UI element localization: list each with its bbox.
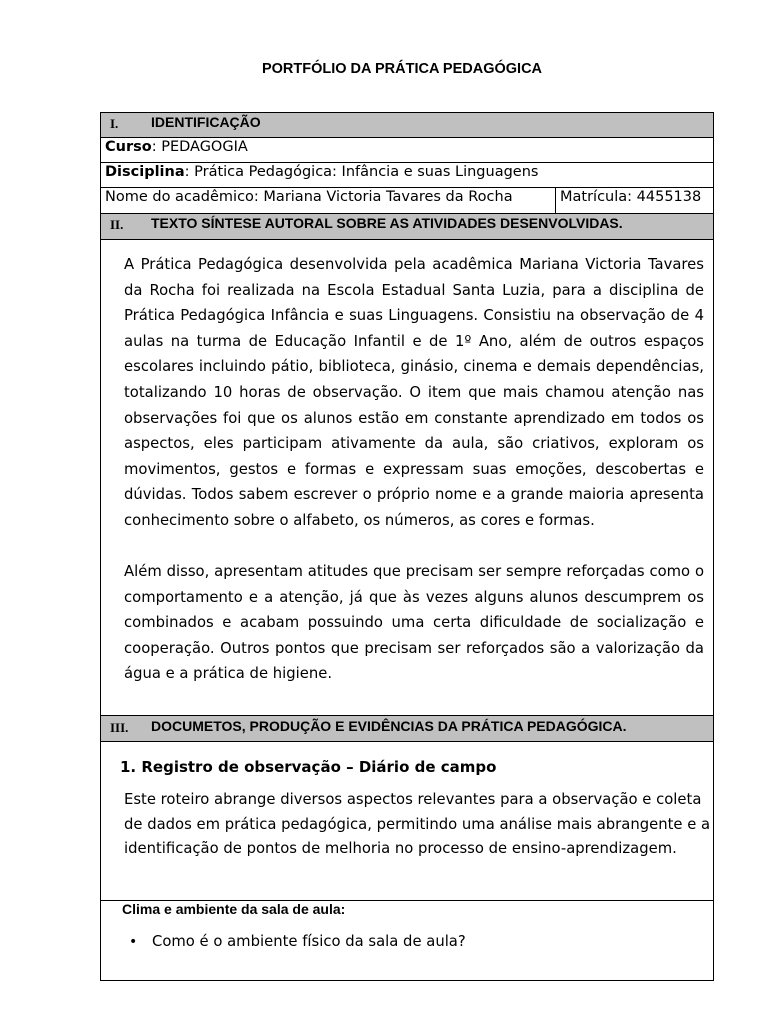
disciplina-label: Disciplina (105, 164, 185, 180)
column-divider (555, 188, 556, 213)
document-title: PORTFÓLIO DA PRÁTICA PEDAGÓGICA (261, 61, 543, 77)
disciplina-value: : Prática Pedagógica: Infância e suas Linguagens (184, 164, 539, 180)
matricula: Matrícula: 4455138 (560, 189, 702, 205)
section-title: IDENTIFICAÇÃO (151, 114, 261, 130)
registro-observacao-block (101, 741, 713, 900)
curso-label: Curso (105, 139, 152, 155)
sintese-paragraph-2: Além disso, apresentam atitudes que precisam ser sempre reforçadas como o comportamento e a atenção, já que às vezes alguns alunos descumprem os combinados e acabam possuindo uma certa dificuldade de socialização e cooperação. Outros pontos que precisam ser reforçados são a valorização da água e a prática de higiene. (124, 563, 704, 683)
portfolio-table (100, 112, 714, 981)
section-texto-sintese-header (101, 213, 713, 239)
section-identificacao-header (101, 113, 713, 137)
section-number: II. (110, 217, 124, 232)
bullet-icon: • (129, 934, 138, 950)
sintese-paragraph-1: A Prática Pedagógica desenvolvida pela acadêmica Mariana Victoria Tavares da Rocha foi realizada na Escola Estadual Santa Luzia, para a disciplina de Prática Pedagógica Infância e suas Linguagens. Consistiu na observação de 4 aulas na turma de Educação Infantil e de 1º Ano, além de outros espaços escolares incluindo pátio, biblioteca, ginásio, cinema e demais dependências, totalizando 10 horas de observação. O item que mais chamou atenção nas observações foi que os alunos estão em constante aprendizado em todos os aspectos, eles participam ativamente da aula, são criativos, exploram os movimentos, gestos e formas e expressam suas emoções, descobertas e dúvidas. Todos sabem escrever o próprio nome e a grande maioria apresenta conhecimento sobre o alfabeto, os números, as cores e formas. (124, 256, 704, 529)
curso-row (101, 137, 713, 162)
bullet-item: Como é o ambiente físico da sala de aula? (152, 933, 466, 950)
nome-row (101, 187, 713, 213)
section-title: TEXTO SÍNTESE AUTORAL SOBRE AS ATIVIDADES DESENVOLVIDAS. (151, 215, 623, 231)
section-number: III. (110, 720, 129, 735)
curso-field (105, 139, 248, 155)
registro-subheading: 1. Registro de observação – Diário de campo (120, 758, 497, 776)
clima-heading: Clima e ambiente da sala de aula: (122, 901, 346, 917)
section-documentos-header (101, 715, 713, 741)
nome-academico: Nome do acadêmico: Mariana Victoria Tavares da Rocha (105, 189, 513, 205)
texto-sintese-body (101, 239, 713, 715)
section-title: DOCUMETOS, PRODUÇÃO E EVIDÊNCIAS DA PRÁTICA PEDAGÓGICA. (151, 718, 627, 734)
disciplina-field (105, 164, 538, 180)
section-number: I. (110, 116, 119, 131)
curso-value: : PEDAGOGIA (151, 139, 248, 155)
clima-block (101, 900, 713, 980)
registro-intro: Este roteiro abrange diversos aspectos relevantes para a observação e coleta de dados em prática pedagógica, permitindo uma análise mais abrangente e a identificação de pontos de melhoria no processo de ensino-aprendizagem. (124, 791, 711, 857)
disciplina-row (101, 162, 713, 187)
